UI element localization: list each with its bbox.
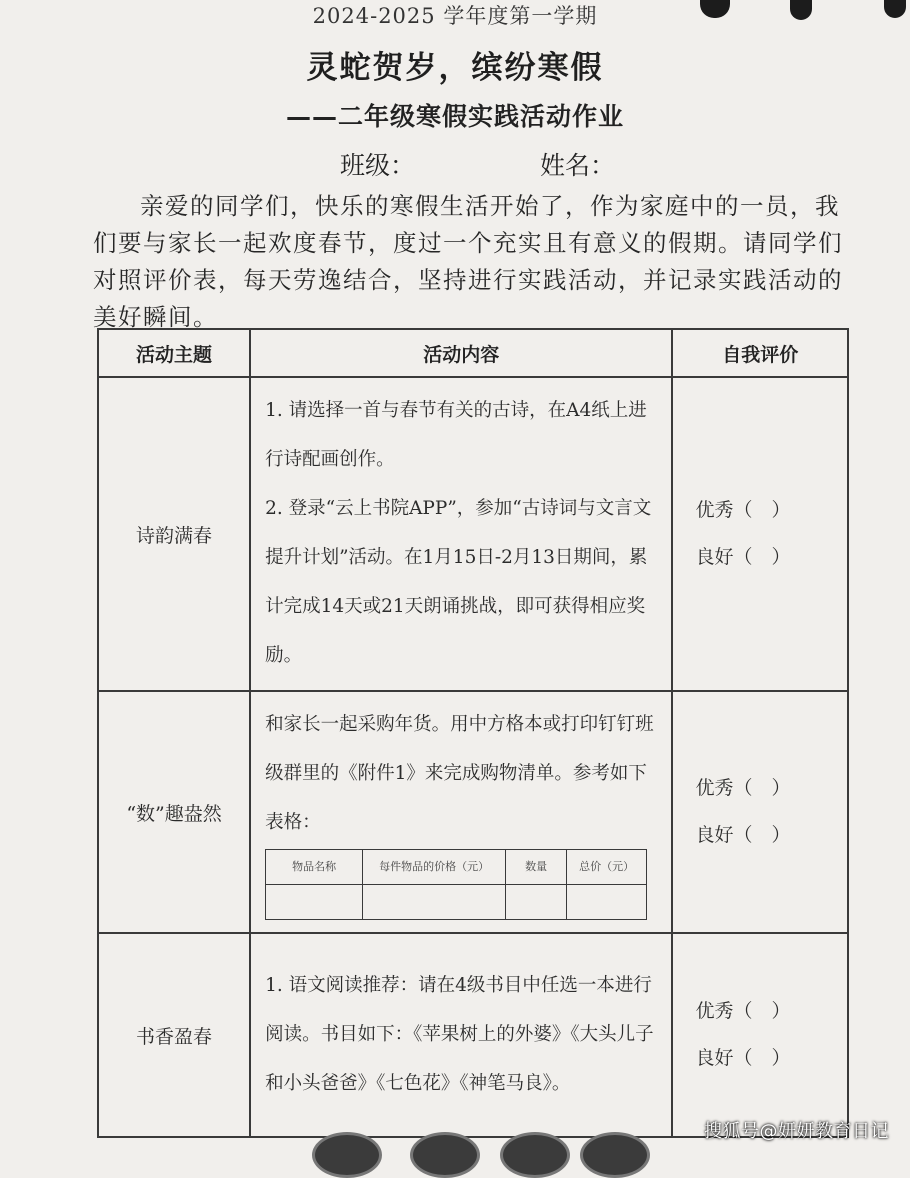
- rating-good: 良好（ ）: [695, 824, 791, 846]
- activity-table: [97, 328, 849, 1138]
- rating-excellent: 优秀（ ）: [695, 1000, 791, 1022]
- page-title: 灵蛇贺岁，缤纷寒假: [306, 50, 604, 86]
- header-evaluation: 自我评价: [672, 329, 848, 377]
- decoration-coin-icon: [500, 1132, 570, 1178]
- table-row: [98, 691, 848, 933]
- intro-paragraph: 亲爱的同学们，快乐的寒假生活开始了，作为家庭中的一员，我们要与家长一起欢度春节，度过一个充实且有意义的假期。请同学们对照评价表，每天劳逸结合，坚持进行实践活动，并记录实践活动的美好瞬间。: [93, 192, 843, 331]
- sub-header-quantity: 数量: [506, 850, 567, 885]
- sub-cell: [363, 885, 506, 920]
- table-row: [98, 933, 848, 1137]
- sub-table-header-row: [266, 850, 647, 885]
- decoration-coin-icon: [580, 1132, 650, 1178]
- sub-cell: [567, 885, 647, 920]
- content-cell: [250, 691, 672, 933]
- sub-table-row: [266, 885, 647, 920]
- table-header-row: [98, 329, 848, 377]
- rating-excellent: 优秀（ ）: [695, 499, 791, 521]
- evaluation-cell: [672, 377, 848, 691]
- sub-header-total: 总价（元）: [567, 850, 647, 885]
- content-cell: 1. 语文阅读推荐：请在4级书目中任选一本进行阅读。书目如下：《苹果树上的外婆》《大头儿子和小头爸爸》《七色花》《神笔马良》。: [250, 933, 672, 1137]
- header-theme: 活动主题: [98, 329, 250, 377]
- evaluation-cell: [672, 933, 848, 1137]
- shopping-list-table: [265, 849, 647, 920]
- semester-label: 2024-2025 学年度第一学期: [312, 4, 598, 28]
- page-subtitle: ——二年级寒假实践活动作业: [285, 102, 624, 131]
- theme-cell: “数”趣盎然: [98, 691, 250, 933]
- decoration-coin-icon: [410, 1132, 480, 1178]
- watermark-label: 搜狐号@妍妍教育日记: [704, 1121, 889, 1142]
- table-row: [98, 377, 848, 691]
- evaluation-cell: [672, 691, 848, 933]
- class-label: 班级：: [340, 151, 416, 180]
- theme-cell: 诗韵满春: [98, 377, 250, 691]
- theme-cell: 书香盈春: [98, 933, 250, 1137]
- decoration-coin-icon: [312, 1132, 382, 1178]
- header-content: 活动内容: [250, 329, 672, 377]
- rating-excellent: 优秀（ ）: [695, 777, 791, 799]
- content-cell: 1. 请选择一首与春节有关的古诗，在A4纸上进行诗配画创作。 2. 登录“云上书院APP”，参加“古诗词与文言文提升计划”活动。在1月15日-2月13日期间，累计完成14天或21天朗诵挑战，即可获得相应奖励。: [250, 377, 672, 691]
- rating-good: 良好（ ）: [695, 1047, 791, 1069]
- rating-good: 良好（ ）: [695, 546, 791, 568]
- content-text: 和家长一起采购年货。用中方格本或打印钉钉班级群里的《附件1》来完成购物清单。参考如下表格：: [265, 714, 654, 833]
- name-label: 姓名：: [540, 151, 616, 180]
- sub-header-item: 物品名称: [266, 850, 363, 885]
- sub-header-price: 每件物品的价格（元）: [363, 850, 506, 885]
- sub-cell: [506, 885, 567, 920]
- sub-cell: [266, 885, 363, 920]
